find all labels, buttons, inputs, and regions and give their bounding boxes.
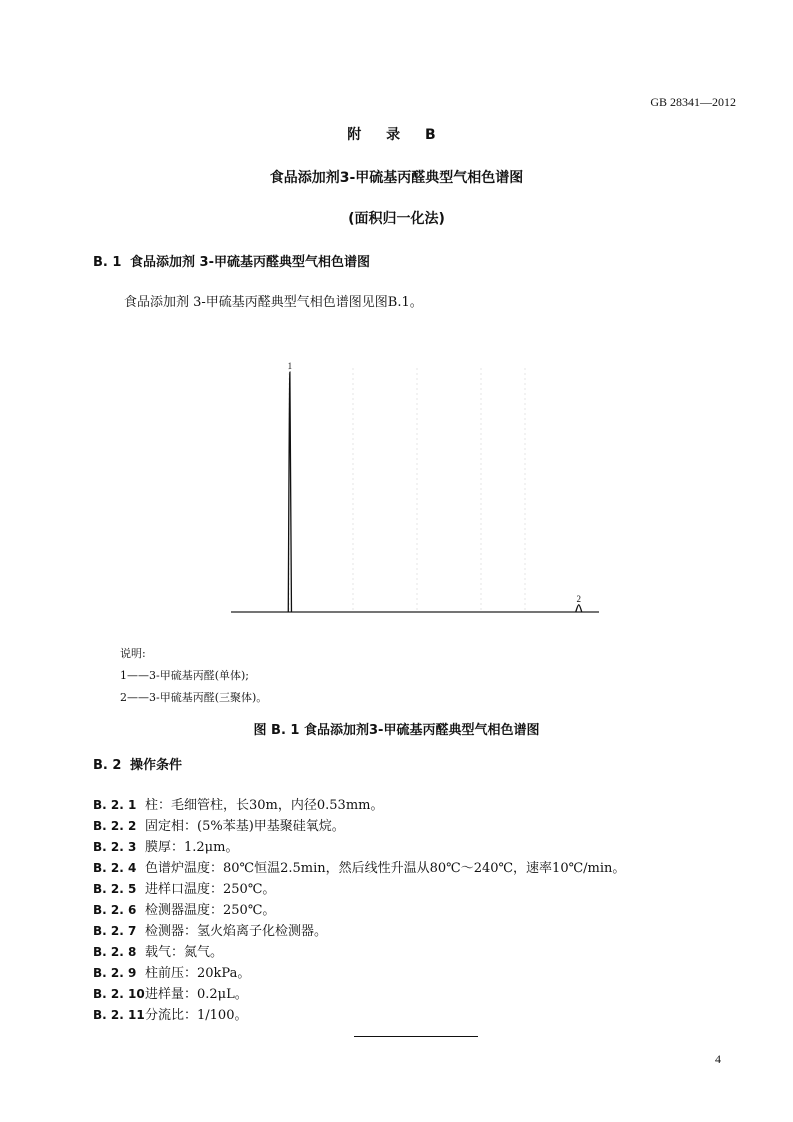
chromatogram-chart [225, 360, 605, 620]
condition-item [93, 878, 275, 897]
condition-number: B. 2. 11 [93, 1008, 145, 1022]
condition-number: B. 2. 1 [93, 798, 137, 812]
figure-caption: 图 B. 1 食品添加剂3-甲硫基丙醛典型气相色谱图 [253, 723, 540, 738]
legend-title: 说明: [120, 647, 146, 660]
chart-peak-label-1: 1 [287, 361, 293, 371]
condition-text: 分流比：1/100。 [145, 1008, 248, 1023]
condition-item [93, 920, 327, 939]
condition-item [93, 836, 238, 855]
annex-label: 附 录 B [347, 127, 446, 143]
condition-number: B. 2. 8 [93, 945, 137, 959]
condition-number: B. 2. 4 [93, 861, 137, 875]
section-b2-number: B. 2 [93, 758, 122, 773]
chart-peak-2 [576, 605, 582, 612]
condition-item [93, 1004, 247, 1023]
section-b2-title: 操作条件 [130, 758, 183, 773]
condition-item [93, 962, 250, 981]
condition-text: 色谱炉温度：80℃恒温2.5min，然后线性升温从80℃～240℃，速率10℃/min。 [145, 861, 626, 876]
legend-item-2: 2——3-甲硫基丙醛(三聚体)。 [120, 691, 268, 704]
chart-grid [289, 368, 525, 610]
condition-number: B. 2. 6 [93, 903, 137, 917]
condition-text: 柱前压：20kPa。 [145, 966, 251, 981]
end-rule [354, 1036, 478, 1037]
condition-text: 进样口温度：250℃。 [145, 882, 276, 897]
condition-text: 柱：毛细管柱，长30m，内径0.53mm。 [145, 798, 384, 813]
condition-text: 固定相：(5%苯基)甲基聚硅氧烷。 [145, 819, 345, 834]
condition-item [93, 857, 625, 876]
section-b1-number: B. 1 [93, 255, 122, 270]
condition-number: B. 2. 10 [93, 987, 145, 1001]
condition-number: B. 2. 3 [93, 840, 137, 854]
condition-number: B. 2. 5 [93, 882, 137, 896]
condition-item [93, 899, 275, 918]
section-b1-text: 食品添加剂 3-甲硫基丙醛典型气相色谱图见图B.1。 [124, 295, 423, 310]
legend-item-1: 1——3-甲硫基丙醛(单体); [120, 669, 250, 682]
condition-number: B. 2. 2 [93, 819, 137, 833]
condition-item [93, 815, 345, 834]
condition-item [93, 941, 223, 960]
page-number: 4 [715, 1052, 721, 1066]
condition-number: B. 2. 9 [93, 966, 137, 980]
condition-text: 进样量：0.2μL。 [145, 987, 248, 1002]
annex-subtitle: (面积归一化法) [348, 211, 445, 227]
condition-text: 载气：氮气。 [145, 945, 224, 960]
condition-text: 膜厚：1.2μm。 [145, 840, 239, 855]
annex-title: 食品添加剂3-甲硫基丙醛典型气相色谱图 [269, 170, 524, 186]
condition-number: B. 2. 7 [93, 924, 137, 938]
condition-item [93, 983, 248, 1002]
section-b2-heading [93, 754, 182, 773]
chart-peak-label-2: 2 [576, 593, 582, 604]
condition-item [93, 794, 383, 813]
condition-text: 检测器：氢火焰离子化检测器。 [145, 924, 328, 939]
section-b1-heading [93, 251, 370, 270]
standard-number: GB 28341—2012 [650, 95, 736, 109]
section-b1-title: 食品添加剂 3-甲硫基丙醛典型气相色谱图 [130, 255, 370, 270]
condition-text: 检测器温度：250℃。 [145, 903, 276, 918]
